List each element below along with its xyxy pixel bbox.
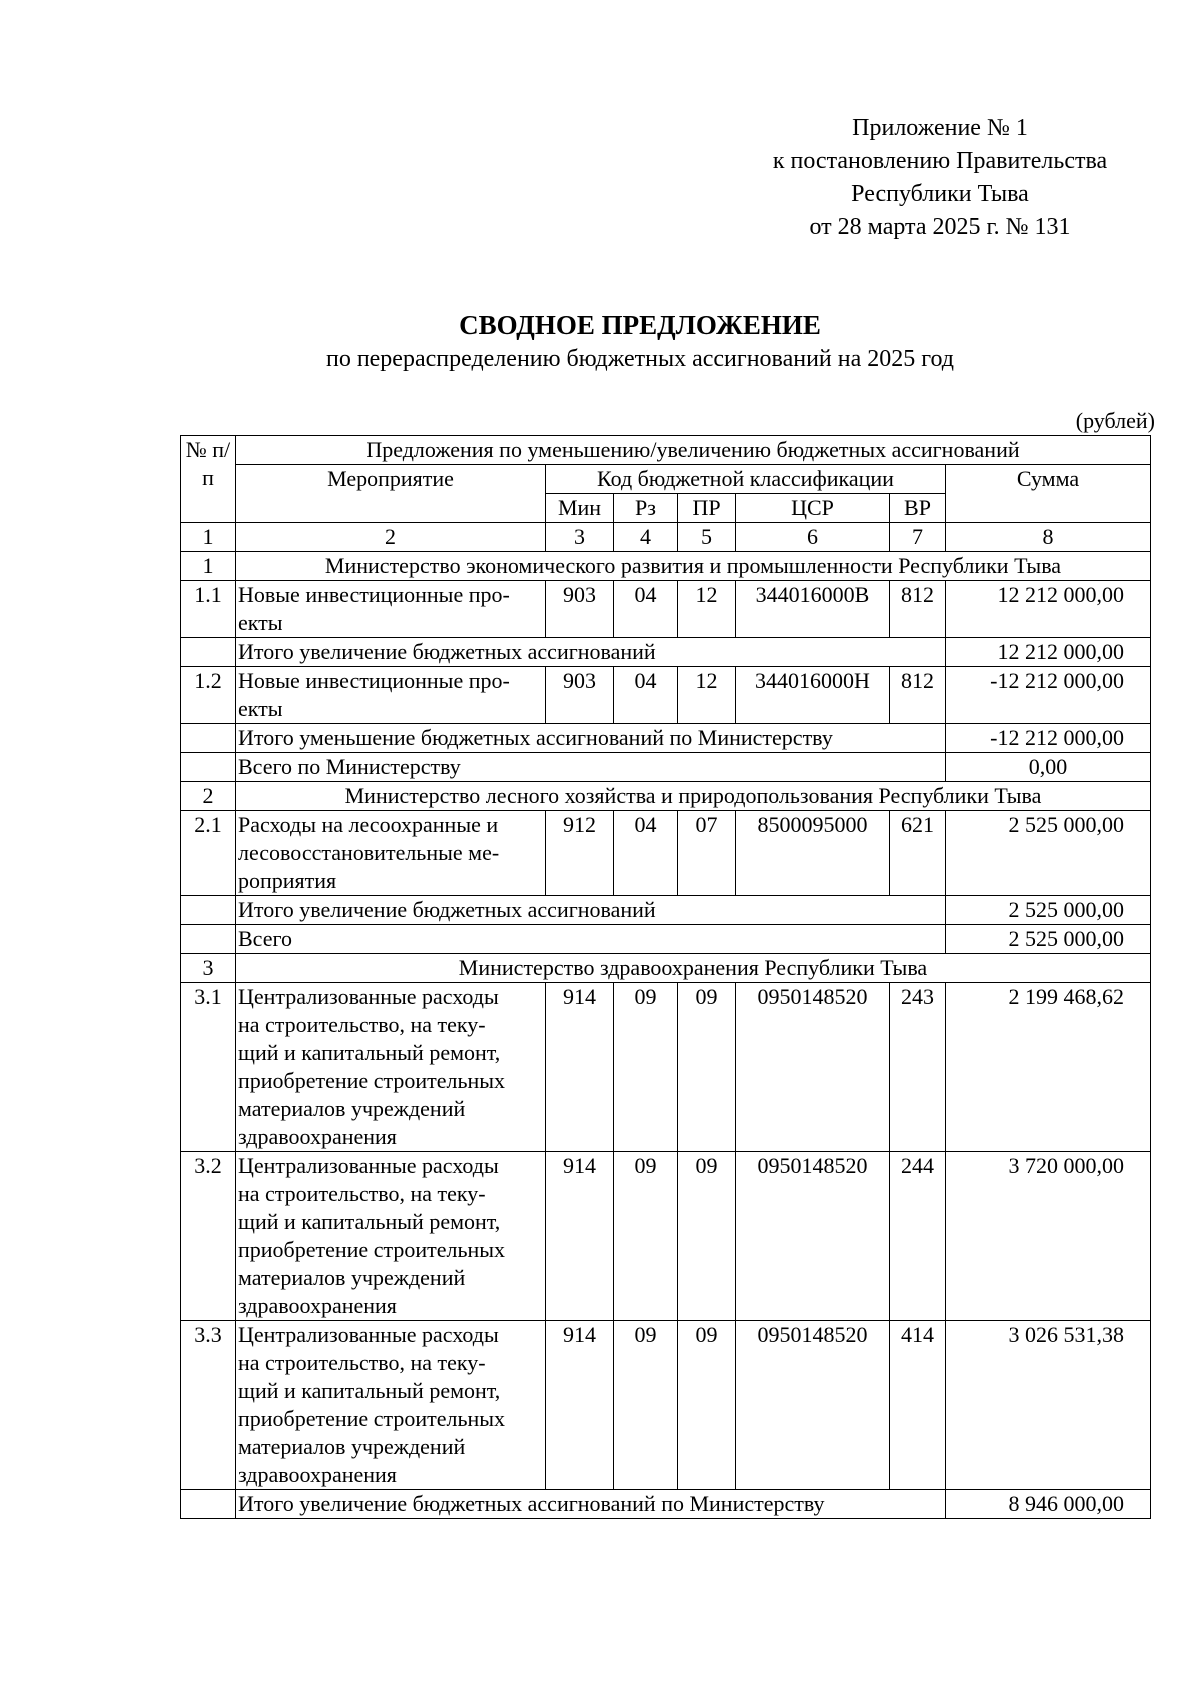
total-label: Итого уменьшение бюджетных ассигнований по Министерству: [236, 724, 946, 753]
code-csr: 0950148520: [736, 1152, 890, 1321]
col-number: 3: [546, 523, 614, 552]
total-amount: -12 212 000,00: [946, 724, 1151, 753]
code-csr: 8500095000: [736, 811, 890, 896]
col-number: 5: [678, 523, 736, 552]
total-amount: 12 212 000,00: [946, 638, 1151, 667]
appendix-line-3: Республики Тыва: [851, 181, 1029, 207]
empty-cell: [181, 925, 236, 954]
appendix-line-1: Приложение № 1: [852, 115, 1028, 141]
col-number: 8: [946, 523, 1151, 552]
col-number: 4: [614, 523, 678, 552]
column-numbers-row: [181, 523, 1151, 552]
section-title: Министерство лесного хозяйства и природопользования Республики Тыва: [236, 782, 1151, 811]
head-row-2: [181, 465, 1151, 494]
appendix-block: [720, 112, 1160, 244]
code-min: 914: [546, 1152, 614, 1321]
amount: 3 026 531,38: [946, 1321, 1151, 1490]
event-name: Централизованные расходы на строительство, на теку- щий и капитальный ремонт, приобретение строительных материалов учреждений здравоохранения: [236, 1152, 546, 1321]
total-row: [181, 753, 1151, 782]
total-amount: 2 525 000,00: [946, 896, 1151, 925]
event-name: Расходы на лесоохранные и лесовосстановительные ме- роприятия: [236, 811, 546, 896]
code-vr: 621: [890, 811, 946, 896]
code-rz: 04: [614, 811, 678, 896]
row-number: 3.2: [181, 1152, 236, 1321]
head-sum: Сумма: [946, 465, 1151, 523]
document-title: СВОДНОЕ ПРЕДЛОЖЕНИЕ: [459, 310, 821, 340]
amount: 2 525 000,00: [946, 811, 1151, 896]
code-min: 903: [546, 667, 614, 724]
code-pr: 12: [678, 667, 736, 724]
total-amount: 2 525 000,00: [946, 925, 1151, 954]
appendix-line-2: к постановлению Правительства: [772, 148, 1108, 174]
head-num: № п/п: [181, 436, 236, 523]
col-number: 6: [736, 523, 890, 552]
head-vr: ВР: [890, 494, 946, 523]
amount: 2 199 468,62: [946, 983, 1151, 1152]
col-number: 7: [890, 523, 946, 552]
col-number: 2: [236, 523, 546, 552]
amount: 3 720 000,00: [946, 1152, 1151, 1321]
code-rz: 09: [614, 1321, 678, 1490]
head-min: Мин: [546, 494, 614, 523]
section-title: Министерство экономического развития и промышленности Республики Тыва: [236, 552, 1151, 581]
budget-table: [180, 435, 1151, 1519]
total-amount: 0,00: [946, 753, 1151, 782]
amount: 12 212 000,00: [946, 581, 1151, 638]
section-number: 1: [181, 552, 236, 581]
table-row: [181, 1321, 1151, 1490]
code-min: 903: [546, 581, 614, 638]
head-pr: ПР: [678, 494, 736, 523]
appendix-line-4: от 28 марта 2025 г. № 131: [809, 214, 1071, 240]
table-body: [181, 552, 1151, 1519]
row-number: 3.1: [181, 983, 236, 1152]
code-vr: 812: [890, 667, 946, 724]
total-label: Итого увеличение бюджетных ассигнований: [236, 638, 946, 667]
empty-cell: [181, 753, 236, 782]
head-kbk: Код бюджетной классификации: [546, 465, 946, 494]
empty-cell: [181, 638, 236, 667]
head-rz: Рз: [614, 494, 678, 523]
total-label: Итого увеличение бюджетных ассигнований: [236, 896, 946, 925]
code-vr: 812: [890, 581, 946, 638]
code-min: 912: [546, 811, 614, 896]
amount: -12 212 000,00: [946, 667, 1151, 724]
code-pr: 07: [678, 811, 736, 896]
row-number: 3.3: [181, 1321, 236, 1490]
section-header-row: [181, 954, 1151, 983]
total-row: [181, 925, 1151, 954]
code-rz: 04: [614, 667, 678, 724]
row-number: 1.1: [181, 581, 236, 638]
table-row: [181, 811, 1151, 896]
total-row: [181, 1490, 1151, 1519]
total-label: Всего: [236, 925, 946, 954]
total-label: Всего по Министерству: [236, 753, 946, 782]
total-label: Итого увеличение бюджетных ассигнований по Министерству: [236, 1490, 946, 1519]
head-row-1: [181, 436, 1151, 465]
title-block: [140, 307, 1140, 376]
document-subtitle: по перераспределению бюджетных ассигнований на 2025 год: [325, 346, 955, 372]
empty-cell: [181, 1490, 236, 1519]
event-name: Новые инвестиционные про- екты: [236, 667, 546, 724]
code-vr: 414: [890, 1321, 946, 1490]
event-name: Новые инвестиционные про- екты: [236, 581, 546, 638]
total-row: [181, 638, 1151, 667]
section-header-row: [181, 552, 1151, 581]
code-min: 914: [546, 1321, 614, 1490]
section-number: 2: [181, 782, 236, 811]
head-proposals: Предложения по уменьшению/увеличению бюджетных ассигнований: [236, 436, 1151, 465]
table-row: [181, 581, 1151, 638]
event-name: Централизованные расходы на строительство, на теку- щий и капитальный ремонт, приобретение строительных материалов учреждений здравоохранения: [236, 983, 546, 1152]
units-label: (рублей): [1075, 408, 1155, 433]
code-rz: 09: [614, 983, 678, 1152]
row-number: 2.1: [181, 811, 236, 896]
section-header-row: [181, 782, 1151, 811]
event-name: Централизованные расходы на строительство, на теку- щий и капитальный ремонт, приобретение строительных материалов учреждений здравоохранения: [236, 1321, 546, 1490]
code-csr: 344016000Н: [736, 667, 890, 724]
code-pr: 09: [678, 1321, 736, 1490]
code-rz: 09: [614, 1152, 678, 1321]
section-number: 3: [181, 954, 236, 983]
table-row: [181, 667, 1151, 724]
code-vr: 243: [890, 983, 946, 1152]
empty-cell: [181, 896, 236, 925]
section-title: Министерство здравоохранения Республики Тыва: [236, 954, 1151, 983]
code-min: 914: [546, 983, 614, 1152]
empty-cell: [181, 724, 236, 753]
code-csr: 0950148520: [736, 1321, 890, 1490]
col-number: 1: [181, 523, 236, 552]
head-event: Мероприятие: [236, 465, 546, 523]
total-amount: 8 946 000,00: [946, 1490, 1151, 1519]
table-row: [181, 1152, 1151, 1321]
code-rz: 04: [614, 581, 678, 638]
code-pr: 12: [678, 581, 736, 638]
total-row: [181, 896, 1151, 925]
total-row: [181, 724, 1151, 753]
code-vr: 244: [890, 1152, 946, 1321]
head-csr: ЦСР: [736, 494, 890, 523]
code-csr: 344016000В: [736, 581, 890, 638]
table-head: [181, 436, 1151, 552]
row-number: 1.2: [181, 667, 236, 724]
table-row: [181, 983, 1151, 1152]
code-pr: 09: [678, 1152, 736, 1321]
code-csr: 0950148520: [736, 983, 890, 1152]
code-pr: 09: [678, 983, 736, 1152]
